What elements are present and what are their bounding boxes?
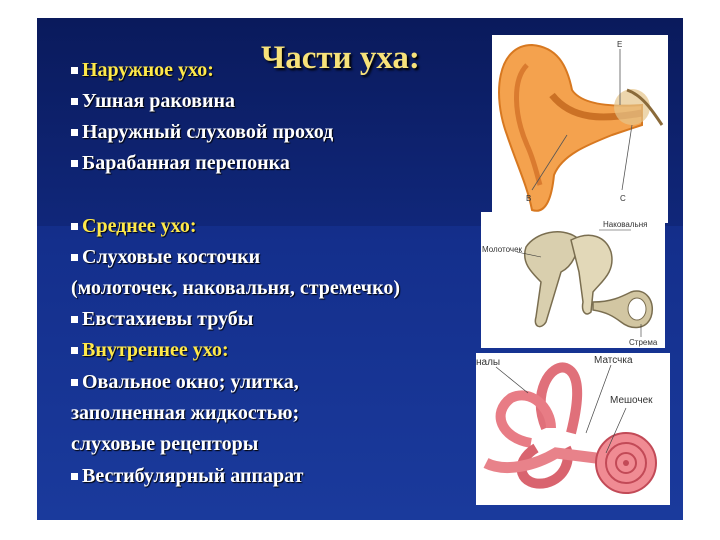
bullet-icon: [71, 254, 78, 261]
list-item: [71, 89, 235, 113]
label-c: C: [620, 194, 626, 203]
bullet-icon: [71, 129, 78, 136]
label-b: B: [526, 194, 532, 203]
line-text: (молоточек, наковальня, стремечко): [71, 277, 400, 299]
list-item: [71, 245, 260, 269]
bullet-icon: [71, 379, 78, 386]
bullet-icon: [71, 223, 78, 230]
bullet-icon: [71, 160, 78, 167]
line-text: Слуховые косточки: [82, 246, 261, 268]
line-text: Евстахиевы трубы: [82, 308, 254, 330]
list-item: [71, 432, 258, 456]
label-canals: налы: [476, 357, 501, 368]
line-text: Наружное ухо:: [82, 59, 214, 81]
list-item: [71, 370, 299, 394]
line-text: Ушная раковина: [82, 90, 235, 112]
section-middle-ear: [71, 214, 196, 238]
bullet-icon: [71, 473, 78, 480]
label-e: E: [617, 40, 623, 49]
section-inner-ear: [71, 338, 229, 362]
line-text: Овальное окно; улитка,: [82, 371, 299, 393]
bullet-icon: [71, 98, 78, 105]
bullet-icon: [71, 347, 78, 354]
line-text: заполненная жидкостью;: [71, 402, 300, 424]
bullet-icon: [71, 67, 78, 74]
line-text: Среднее ухо:: [82, 215, 197, 237]
label-malleus: Молоточек: [482, 245, 523, 254]
inner-ear-image: [476, 353, 670, 505]
slide: [37, 18, 683, 520]
list-item: [71, 151, 290, 175]
list-item: [71, 307, 253, 331]
list-item: [71, 120, 333, 144]
label-saccule: Мешочек: [610, 395, 653, 406]
label-utricle: Матсчка: [594, 355, 633, 366]
list-item: [71, 464, 303, 488]
line-text: Барабанная перепонка: [82, 152, 290, 174]
line-text: Наружный слуховой проход: [82, 121, 334, 143]
section-outer-ear: [71, 58, 214, 82]
outer-ear-image: [492, 35, 668, 223]
ossicles-image: [481, 212, 665, 348]
slide-title: Части уха:: [261, 40, 420, 76]
label-incus: Наковальня: [603, 220, 648, 229]
line-text: Внутреннее ухо:: [82, 339, 229, 361]
list-item: [71, 401, 299, 425]
list-item: [71, 276, 400, 300]
label-stapes: Стрема: [629, 338, 658, 347]
line-text: слуховые рецепторы: [71, 433, 259, 455]
bullet-icon: [71, 316, 78, 323]
line-text: Вестибулярный аппарат: [82, 465, 304, 487]
